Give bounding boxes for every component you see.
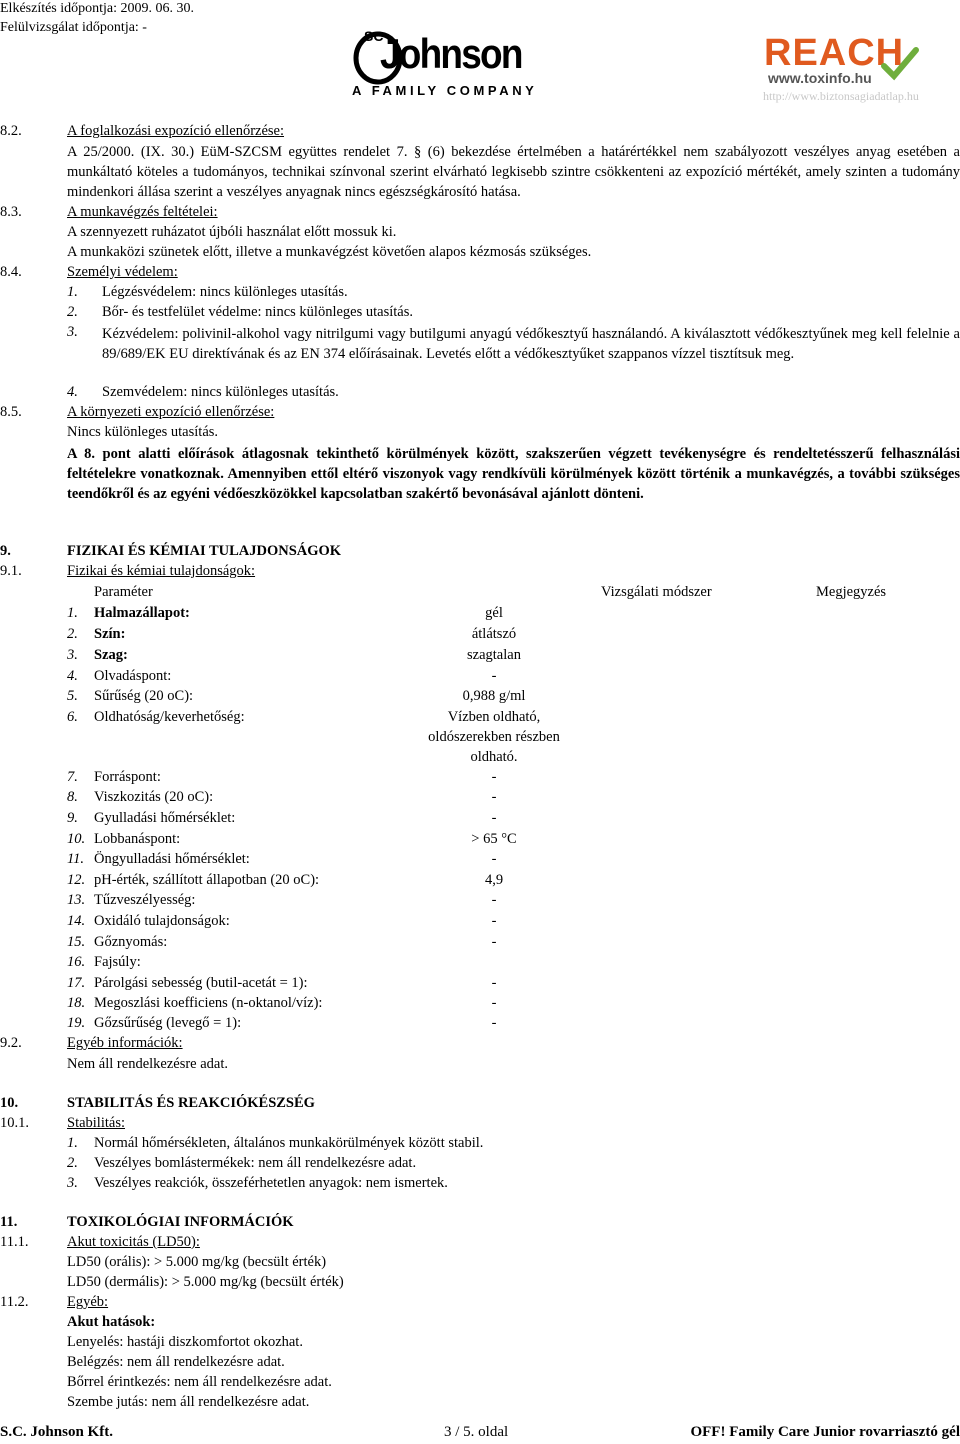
prop-name: Szag: [94, 647, 128, 663]
prop-name: Gőznyomás: [94, 934, 168, 950]
prop-name: Gőzsűrűség (levegő = 1): [94, 1015, 242, 1031]
prop-value: Vízben oldható, [447, 709, 541, 725]
section-number: 8.4. [0, 264, 22, 280]
prop-value: oldószerekben részben [428, 729, 560, 745]
section-title: Akut toxicitás (LD50): [67, 1234, 200, 1250]
column-header-parameter: Paraméter [94, 584, 153, 600]
text-line: A munkaközi szünetek előtt, illetve a munkavégzést követően alapos kézmosás szükséges. [67, 244, 592, 260]
text-line: Nem áll rendelkezésre adat. [67, 1056, 229, 1072]
list-number: 1. [67, 1135, 78, 1151]
prop-number: 15. [67, 934, 86, 950]
logo-johnson-text: Johnson [380, 30, 522, 77]
prop-number: 3. [67, 647, 78, 663]
prop-name: Forráspont: [94, 769, 161, 785]
list-item: Kézvédelem: polivinil-alkohol vagy nitrilgumi vagy butilgumi anyagú védőkesztyű használandó. A kiválasztott védőkesztyűnek meg kell felelnie a 89/689/EK EU direktívának és az EN 374 előírásainak. Levetés előtt a védőkesztyűket szappanos vízzel tisztítsuk meg. [102, 326, 960, 362]
bold-note: A 8. pont alatti előírások átlagosnak tekinthető körülmények között, szakszerűen végzett tevékenységre és rendeltetésszerű felhasználási feltételekre vonatkoznak. Amennyiben ettől eltérő viszonyok vagy rendkívüli körülmények között történik a munkavégzés, a további szükséges teendőkről és az egyéni védőeszközökkel kapcsolatban szakértő bevonásával ajánlott dönteni. [67, 446, 960, 502]
prop-name: Sűrűség (20 oC): [94, 688, 194, 704]
section-title: Fizikai és kémiai tulajdonságok: [67, 563, 256, 579]
prop-name: Viszkozitás (20 oC): [94, 789, 214, 805]
prop-number: 13. [67, 892, 86, 908]
prop-name: Fajsúly: [94, 954, 141, 970]
section-paragraph: A 25/2000. (IX. 30.) EüM-SZCSM együttes rendelet 7. § (6) bekezdése értelmében a határértékkel nem szabályozott veszélyes anyag esetében a munkáltató köteles a tudományos, technikai színvonal szerint elvárható legkisebb szintre csökkenteni az expozíció mértékét, amely szinten a tudomány mindenkori állása szerint a veszélyes anyagnak nincs egészségkárosító hatása. [67, 144, 960, 200]
column-header-method: Vizsgálati módszer [601, 584, 712, 600]
prop-name: Halmazállapot: [94, 605, 190, 621]
text-line: Nincs különleges utasítás. [67, 424, 219, 440]
section-title: A foglalkozási expozíció ellenőrzése: [67, 123, 285, 139]
prop-number: 19. [67, 1015, 86, 1031]
reach-logo-text: REACH [764, 32, 905, 74]
prop-number: 10. [67, 831, 86, 847]
list-item: Veszélyes bomlástermékek: nem áll rendelkezésre adat. [94, 1155, 417, 1171]
chapter-number: 10. [0, 1095, 19, 1111]
ld50-dermal: LD50 (dermális): > 5.000 mg/kg (becsült érték) [67, 1274, 344, 1290]
chapter-number: 11. [0, 1214, 18, 1230]
ld50-oral: LD50 (orális): > 5.000 mg/kg (becsült érték) [67, 1254, 327, 1270]
prop-number: 14. [67, 913, 86, 929]
prop-number: 12. [67, 872, 86, 888]
effect-line: Lenyelés: hastáji diszkomfortot okozhat. [67, 1334, 303, 1350]
section-title: Stabilitás: [67, 1115, 125, 1131]
prop-number: 5. [67, 688, 78, 704]
checkmark-icon [880, 46, 920, 82]
effect-line: Szembe jutás: nem áll rendelkezésre adat. [67, 1394, 310, 1410]
prop-name: pH-érték, szállított állapotban (20 oC): [94, 872, 320, 888]
list-item: Légzésvédelem: nincs különleges utasítás. [102, 284, 348, 300]
prop-number: 1. [67, 605, 78, 621]
watermark-url: http://www.biztonsagiadatlap.hu [763, 89, 919, 103]
prop-name: Oldhatóság/keverhetőség: [94, 709, 245, 725]
section-number: 11.2. [0, 1294, 29, 1310]
logo-tagline: A FAMILY COMPANY [352, 83, 538, 98]
prop-number: 17. [67, 975, 86, 991]
section-number: 8.3. [0, 204, 22, 220]
prop-value: - [491, 995, 497, 1011]
section-number: 9.2. [0, 1035, 22, 1051]
list-item: Veszélyes reakciók, összeférhetetlen anyagok: nem ismertek. [94, 1175, 448, 1191]
chapter-number: 9. [0, 543, 11, 559]
prop-number: 8. [67, 789, 78, 805]
prop-name: Olvadáspont: [94, 668, 172, 684]
creation-date: Elkészítés időpontja: 2009. 06. 30. [0, 1, 195, 16]
prop-number: 7. [67, 769, 78, 785]
list-number: 4. [67, 384, 78, 400]
prop-number: 6. [67, 709, 78, 725]
prop-number: 2. [67, 626, 78, 642]
prop-value: - [491, 769, 497, 785]
reach-site-text: www.toxinfo.hu [768, 70, 872, 86]
prop-name: Szín: [94, 626, 126, 642]
prop-value: - [491, 934, 497, 950]
list-number: 3. [67, 1175, 78, 1191]
prop-value: > 65 °C [471, 831, 517, 847]
chapter-title: FIZIKAI ÉS KÉMIAI TULAJDONSÁGOK [67, 543, 342, 559]
section-number: 10.1. [0, 1115, 29, 1131]
list-number: 3. [67, 324, 78, 340]
list-number: 1. [67, 284, 78, 300]
prop-number: 9. [67, 810, 78, 826]
prop-value: szagtalan [467, 647, 521, 663]
prop-value: - [491, 892, 497, 908]
prop-name: Megoszlási koefficiens (n-oktanol/víz): [94, 995, 323, 1011]
prop-number: 18. [67, 995, 86, 1011]
prop-value: - [491, 789, 497, 805]
prop-value: - [491, 1015, 497, 1031]
chapter-title: TOXIKOLÓGIAI INFORMÁCIÓK [67, 1214, 294, 1230]
footer-product: OFF! Family Care Junior rovarriasztó gél [690, 1424, 960, 1440]
prop-value: oldható. [470, 749, 518, 765]
section-number: 11.1. [0, 1234, 29, 1250]
section-number: 8.2. [0, 123, 22, 139]
section-title: A környezeti expozíció ellenőrzése: [67, 404, 275, 420]
prop-value: - [491, 913, 497, 929]
prop-name: Párolgási sebesség (butil-acetát = 1): [94, 975, 308, 991]
section-title: A munkavégzés feltételei: [67, 204, 218, 220]
prop-value: - [491, 851, 497, 867]
prop-name: Oxidáló tulajdonságok: [94, 913, 230, 929]
prop-number: 11. [67, 851, 85, 867]
review-date: Felülvizsgálat időpontja: - [0, 20, 147, 35]
prop-value: - [491, 668, 497, 684]
footer-company: S.C. Johnson Kft. [0, 1424, 113, 1440]
chapter-title: STABILITÁS ÉS REAKCIÓKÉSZSÉG [67, 1095, 315, 1111]
prop-value: 4,9 [484, 872, 504, 888]
list-item: Bőr- és testfelület védelme: nincs különleges utasítás. [102, 304, 413, 320]
prop-name: Gyulladási hőmérséklet: [94, 810, 236, 826]
prop-name: Lobbanáspont: [94, 831, 181, 847]
text-line: A szennyezett ruházatot újbóli használat előtt mossuk ki. [67, 224, 397, 240]
prop-value: átlátszó [471, 626, 517, 642]
list-item: Normál hőmérsékleten, általános munkakörülmények között stabil. [94, 1135, 484, 1151]
column-header-note: Megjegyzés [816, 584, 887, 600]
prop-name: Tűzveszélyesség: [94, 892, 196, 908]
section-title: Egyéb információk: [67, 1035, 183, 1051]
prop-value: gél [485, 605, 503, 621]
subheading: Akut hatások: [67, 1314, 156, 1330]
prop-name: Öngyulladási hőmérséklet: [94, 851, 250, 867]
prop-number: 16. [67, 954, 86, 970]
section-number: 8.5. [0, 404, 22, 420]
list-number: 2. [67, 304, 78, 320]
prop-number: 4. [67, 668, 78, 684]
section-title: Egyéb: [67, 1294, 109, 1310]
footer-page-number: 3 / 5. oldal [444, 1424, 509, 1440]
prop-value: - [491, 810, 497, 826]
effect-line: Belégzés: nem áll rendelkezésre adat. [67, 1354, 285, 1370]
logo-sc-text: SC [364, 28, 384, 44]
list-number: 2. [67, 1155, 78, 1171]
list-item: Szemvédelem: nincs különleges utasítás. [102, 384, 339, 400]
section-number: 9.1. [0, 563, 22, 579]
prop-value: 0,988 g/ml [462, 688, 526, 704]
effect-line: Bőrrel érintkezés: nem áll rendelkezésre adat. [67, 1374, 332, 1390]
section-title: Személyi védelem: [67, 264, 178, 280]
prop-value: - [491, 975, 497, 991]
